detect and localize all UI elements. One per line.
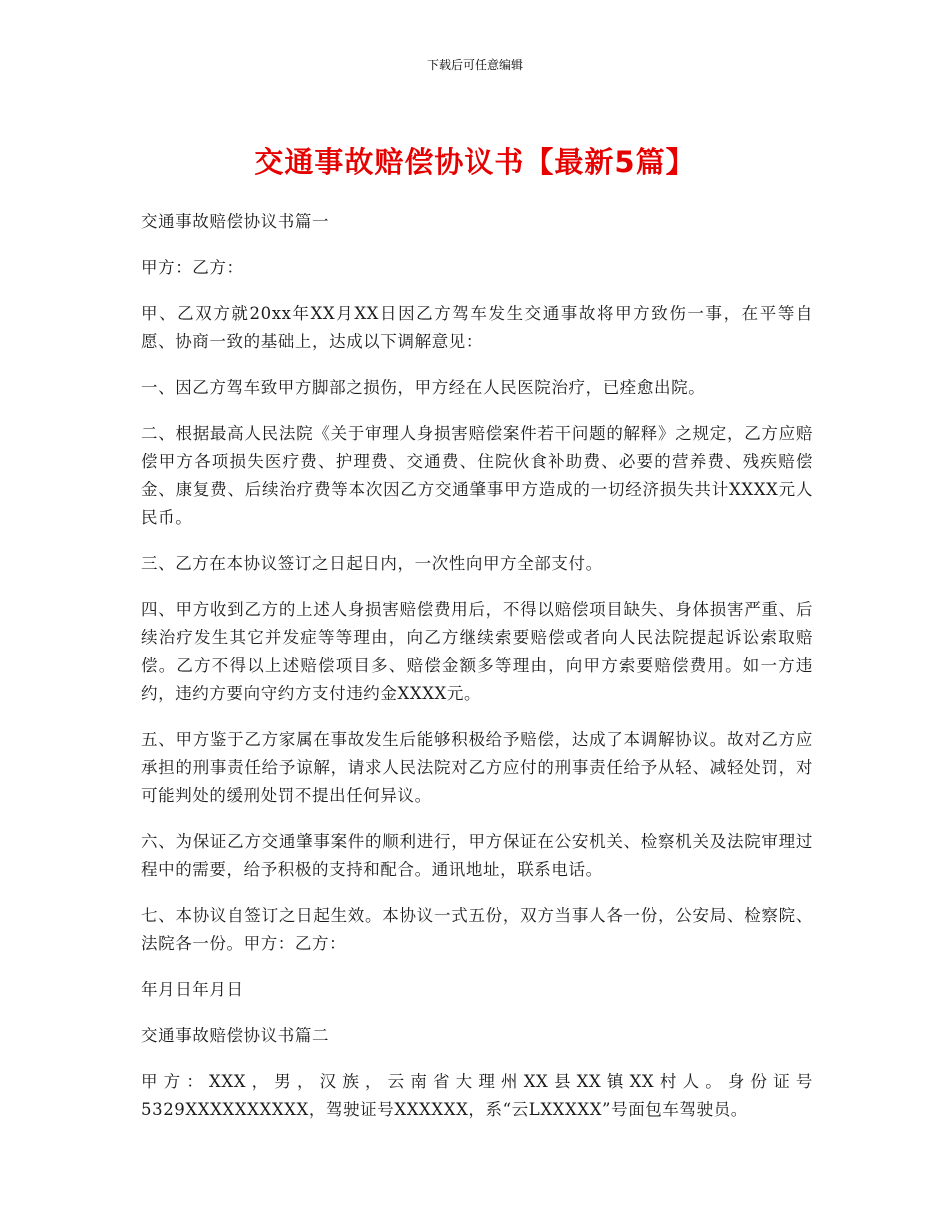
clause-4: 四、甲方收到乙方的上述人身损害赔偿费用后，不得以赔偿项目缺失、身体损害严重、后续治疗发生其它并发症等等理由，向乙方继续索要赔偿或者向人民法院提起诉讼索取赔偿。乙方不得以上述赔偿项目多、赔偿金额多等理由，向甲方索要赔偿费用。如一方违约，违约方要向守约方支付违约金XXXX元。 <box>141 600 813 703</box>
paragraph: 甲、乙双方就20xx年XX月XX日因乙方驾车发生交通事故将甲方致伤一事，在平等自愿、协商一致的基础上，达成以下调解意见： <box>141 304 813 351</box>
clause-1: 一、因乙方驾车致甲方脚部之损伤，甲方经在人民医院治疗，已痊愈出院。 <box>141 378 706 397</box>
document-title: 交通事故赔偿协议书【最新5篇】 <box>254 145 696 179</box>
party-line: 甲方：乙方： <box>141 258 244 277</box>
document-body <box>141 208 813 1142</box>
clause-7: 七、本协议自签订之日起生效。本协议一式五份，双方当事人各一份，公安局、检察院、法院各一份。甲方：乙方： <box>141 906 813 953</box>
header-note: 下载后可任意编辑 <box>426 58 523 72</box>
clause-2: 二、根据最高人民法院《关于审理人身损害赔偿案件若干问题的解释》之规定，乙方应赔偿甲方各项损失医疗费、护理费、交通费、住院伙食补助费、必要的营养费、残疾赔偿金、康复费、后续治疗费等本次因乙方交通肇事甲方造成的一切经济损失共计XXXX元人民币。 <box>141 424 813 527</box>
clause-3: 三、乙方在本协议签订之日起日内，一次性向甲方全部支付。 <box>141 554 603 573</box>
section-heading: 交通事故赔偿协议书篇一 <box>141 212 330 231</box>
clause-5: 五、甲方鉴于乙方家属在事故发生后能够积极给予赔偿，达成了本调解协议。故对乙方应承担的刑事责任给予谅解，请求人民法院对乙方应付的刑事责任给予从轻、减轻处罚，对可能判处的缓刑处罚不提出任何异议。 <box>141 730 813 805</box>
date-line: 年月日年月日 <box>141 980 244 999</box>
party-a-info: 甲方：XXX，男，汉族，云南省大理州XX县XX镇XX村人。身份证号5329XXXXXXXXXX，驾驶证号XXXXXX，系“云LXXXXX”号面包车驾驶员。 <box>141 1072 813 1119</box>
section-heading: 交通事故赔偿协议书篇二 <box>141 1026 330 1045</box>
clause-6: 六、为保证乙方交通肇事案件的顺利进行，甲方保证在公安机关、检察机关及法院审理过程中的需要，给予积极的支持和配合。通讯地址，联系电话。 <box>141 832 813 879</box>
